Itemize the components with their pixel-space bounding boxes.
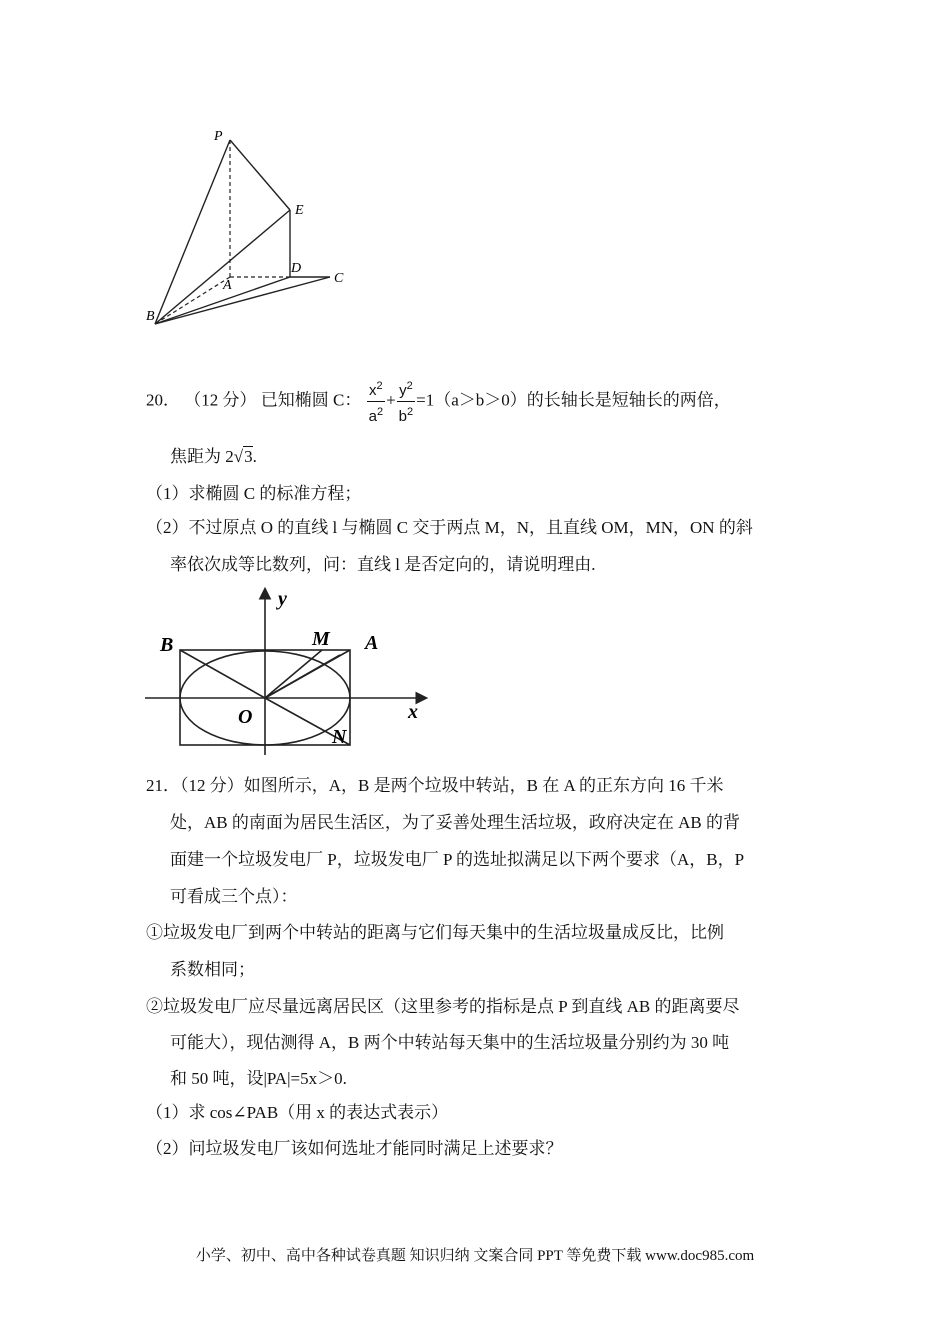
sqrt-symbol: √ (233, 447, 244, 466)
q21-req1-line2: 系数相同； (170, 960, 255, 979)
edge-PE (230, 140, 290, 210)
edge-PB (155, 140, 230, 324)
ellipse-figure (140, 585, 440, 760)
label-y: y (278, 588, 287, 610)
q21-req2-line3: 和 50 吨，设|PA|=5x＞0. (170, 1069, 347, 1088)
frac2-num: y (399, 382, 407, 399)
edge-AB-hidden (155, 277, 230, 324)
q21-line3: 面建一个垃圾发电厂 P，垃圾发电厂 P 的选址拟满足以下两个要求（A，B，P (170, 850, 745, 869)
frac2-den-exp: 2 (407, 406, 414, 418)
label-x: x (408, 701, 418, 723)
edge-EB (155, 210, 290, 324)
label-A: A (223, 278, 232, 293)
label-A2: A (365, 632, 379, 654)
q21-line4: 可看成三个点）： (170, 887, 298, 906)
segment-OM1 (265, 650, 322, 698)
frac2-den: b (398, 408, 407, 425)
label-D: D (291, 261, 302, 276)
edge-BC (155, 277, 330, 324)
label-B: B (146, 309, 155, 324)
sqrt-value: 3 (244, 447, 253, 466)
frac1-num: x (369, 382, 377, 399)
label-B2: B (160, 634, 174, 656)
q21-part1: （1）求 cos∠PAB（用 x 的表达式表示） (146, 1103, 449, 1122)
q20-part2-line1: （2）不过原点 O 的直线 l 与椭圆 C 交于两点 M，N，且直线 OM，MN，ON 的斜 (146, 518, 753, 537)
q21-req1-line1: ①垃圾发电厂到两个中转站的距离与它们每天集中的生活垃圾量成反比，比例 (146, 923, 724, 942)
frac1-num-exp: 2 (376, 380, 383, 392)
q21-line2: 处，AB 的南面为居民生活区，为了妥善处理生活垃圾，政府决定在 AB 的背 (170, 813, 740, 832)
label-E: E (295, 203, 304, 218)
frac1-den: a (368, 408, 377, 425)
fraction-y2-b2 (397, 376, 415, 427)
q21-req2-line1: ②垃圾发电厂应尽量远离居民区（这里参考的指标是点 P 到直线 AB 的距离要尽 (146, 997, 740, 1016)
q20-after-frac: =1（a＞b＞0）的长轴长是短轴长的两倍， (416, 390, 731, 410)
page-footer: 小学、初中、高中各种试卷真题 知识归纳 文案合同 PPT 等免费下载 www.doc985.com (195, 1248, 755, 1264)
frac1-den-exp: 2 (376, 406, 384, 418)
label-C: C (334, 271, 344, 286)
q20-line1 (146, 376, 731, 427)
q20-line2-suffix: . (252, 447, 257, 466)
q20-score: （12 分） (184, 390, 257, 410)
q21-part2: （2）问垃圾发电厂该如何选址才能同时满足上述要求？ (146, 1139, 563, 1158)
label-N: N (332, 726, 347, 748)
pyramid-figure (140, 120, 360, 335)
label-O: O (238, 706, 253, 728)
q20-part2-line2: 率依次成等比数列，问：直线 l 是否定向的，请说明理由. (170, 555, 596, 574)
q20-intro: 已知椭圆 C： (260, 390, 362, 410)
q20-part1: （1）求椭圆 C 的标准方程； (146, 484, 362, 503)
plus-sign: + (386, 390, 396, 410)
q20-number: 20． (146, 390, 180, 410)
q21-req2-line2: 可能大），现估测得 A，B 两个中转站每天集中的生活垃圾量分别约为 30 吨 (170, 1033, 730, 1052)
fraction-x2-a2 (367, 376, 385, 427)
q20-line2-prefix: 焦距为 2 (170, 447, 234, 466)
label-P: P (214, 129, 223, 144)
q21-line1: 21．（12 分）如图所示，A，B 是两个垃圾中转站，B 在 A 的正东方向 16 千米 (146, 776, 724, 795)
q20-line2 (170, 446, 257, 468)
frac2-num-exp: 2 (406, 380, 413, 392)
label-M: M (312, 628, 330, 650)
